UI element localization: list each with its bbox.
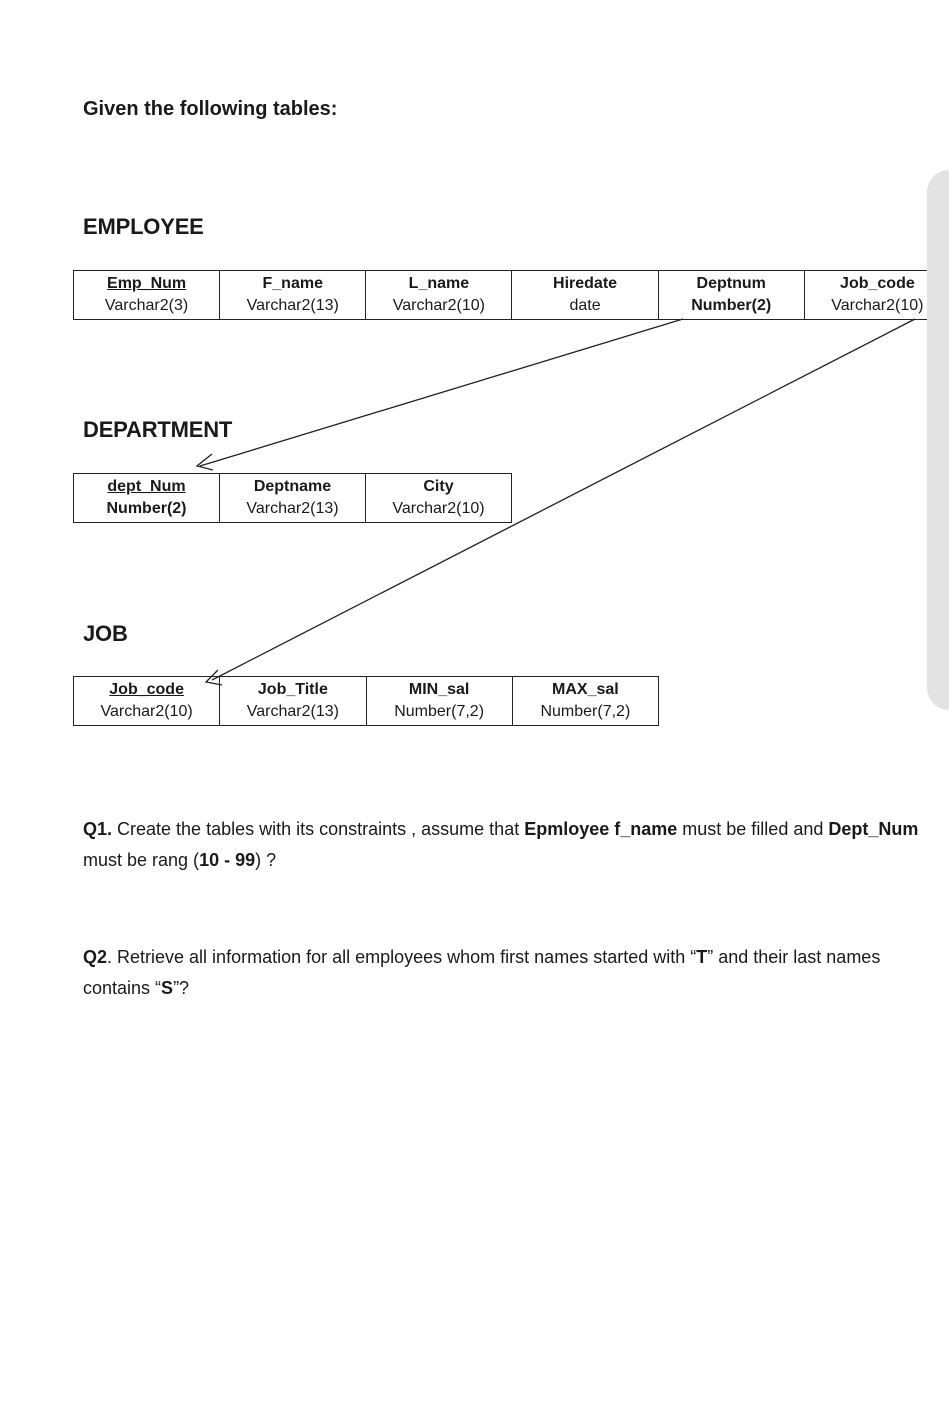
column-name: Deptname <box>253 478 332 495</box>
question-2-emphasis: T <box>696 947 708 967</box>
column-type: Varchar2(3) <box>104 297 189 314</box>
department-table-title: DEPARTMENT <box>83 417 233 442</box>
column-type: Varchar2(10) <box>392 500 485 517</box>
column-name: MIN_sal <box>408 681 470 698</box>
column-name: L_name <box>408 275 470 292</box>
column-type: Varchar2(13) <box>246 703 339 720</box>
column-type: Varchar2(13) <box>246 500 339 517</box>
department-col-city <box>366 474 512 523</box>
column-name: MAX_sal <box>552 681 619 698</box>
column-name: Hiredate <box>553 275 618 292</box>
column-name: Deptnum <box>696 275 766 292</box>
question-1-label: Q1. <box>83 819 113 839</box>
question-1 <box>83 814 943 876</box>
column-type: Number(2) <box>106 500 187 517</box>
question-2 <box>83 942 943 1004</box>
column-type: date <box>569 297 601 314</box>
question-2-text: . Retrieve all information for all employees whom first names started with “ <box>107 947 697 967</box>
job-col-max-sal <box>512 677 658 726</box>
arrowhead-icon <box>197 454 213 470</box>
question-2-emphasis: S <box>161 978 174 998</box>
employee-table-title: EMPLOYEE <box>83 214 204 239</box>
column-type: Varchar2(13) <box>246 297 339 314</box>
column-name: Emp_Num <box>107 275 187 292</box>
department-col-deptname <box>220 474 366 523</box>
employee-col-l-name <box>366 271 512 320</box>
column-type: Varchar2(10) <box>100 703 193 720</box>
column-name: Job_Title <box>257 681 328 698</box>
question-1-text: must be rang ( <box>83 850 200 870</box>
job-col-min-sal <box>366 677 512 726</box>
question-1-text: must be filled and <box>677 819 829 839</box>
employee-col-deptnum <box>658 271 804 320</box>
job-table-title: JOB <box>83 621 128 646</box>
question-1-text: Create the tables with its constraints , assume that <box>112 819 525 839</box>
column-type: Varchar2(10) <box>831 297 924 314</box>
column-name: dept_Num <box>107 478 186 495</box>
department-table <box>73 473 512 523</box>
column-type: Varchar2(10) <box>392 297 485 314</box>
employee-col-emp-num <box>74 271 220 320</box>
column-type: Number(2) <box>691 297 772 314</box>
employee-col-f-name <box>220 271 366 320</box>
question-2-text: ”? <box>173 978 190 998</box>
job-col-job-title <box>220 677 366 726</box>
employee-table <box>73 270 949 320</box>
job-col-job-code <box>74 677 220 726</box>
question-1-emphasis: 10 - 99 <box>199 850 256 870</box>
column-name: Job_code <box>109 681 184 698</box>
question-1-emphasis: Epmloyee f_name <box>524 819 678 839</box>
employee-col-hiredate <box>512 271 658 320</box>
column-type: Number(7,2) <box>394 703 485 720</box>
column-type: Number(7,2) <box>540 703 631 720</box>
column-name: Job_code <box>840 275 915 292</box>
department-col-dept-num <box>74 474 220 523</box>
side-scroll-tab[interactable] <box>927 170 949 710</box>
deptnum-to-dept-num-arrow <box>200 319 683 466</box>
job-table <box>73 676 659 726</box>
question-1-emphasis: Dept_Num <box>828 819 919 839</box>
question-1-text: ) ? <box>255 850 277 870</box>
column-name: City <box>423 478 454 495</box>
intro-text: Given the following tables: <box>83 98 338 120</box>
question-2-label: Q2 <box>83 947 108 967</box>
question-2-text: ” and their last names contains “ <box>83 947 881 998</box>
column-name: F_name <box>262 275 323 292</box>
